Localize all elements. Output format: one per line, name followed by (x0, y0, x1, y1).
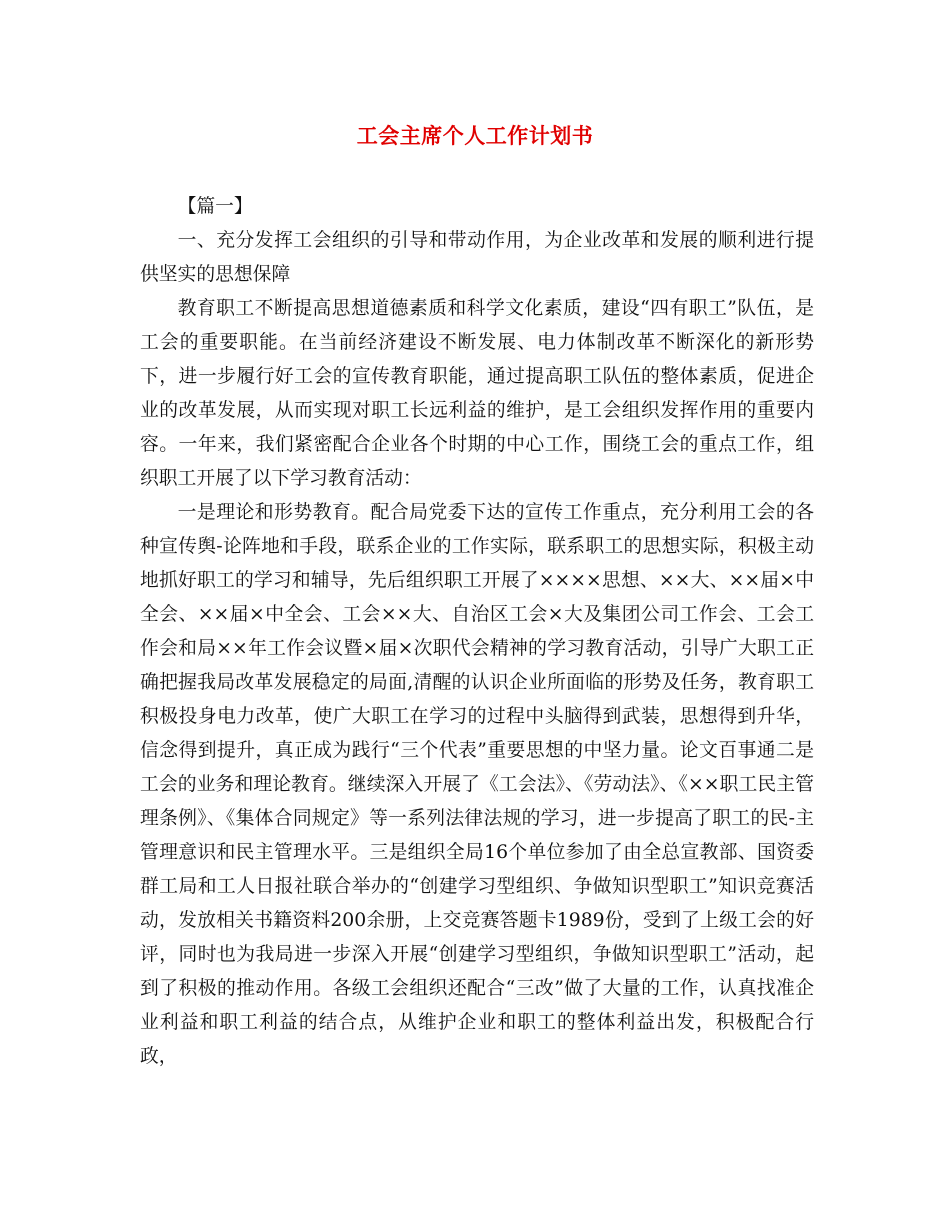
paragraph-1: 一、充分发挥工会组织的引导和带动作用，为企业改革和发展的顺利进行提供坚实的思想保障 (140, 230, 814, 285)
document-body (140, 190, 814, 1074)
paragraph-2: 教育职工不断提高思想道德素质和科学文化素质，建设“四有职工”队伍，是工会的重要职能。在当前经济建设不断发展、电力体制改革不断深化的新形势下，进一步履行好工会的宣传教育职能，通过提高职工队伍的整体素质，促进企业的改革发展，从而实现对职工长远利益的维护，是工会组织发挥作用的重要内容。一年来，我们紧密配合企业各个时期的中心工作，围绕工会的重点工作，组织职工开展了以下学习教育活动： (140, 298, 814, 489)
document-title: 工会主席个人工作计划书 (356, 124, 594, 148)
paragraph-3: 一是理论和形势教育。配合局党委下达的宣传工作重点，充分利用工会的各种宣传舆-论阵地和手段，联系企业的工作实际，联系职工的思想实际，积极主动地抓好职工的学习和辅导，先后组织职工开展了××××思想、××大、××届×中全会、××届×中全会、工会××大、自治区工会×大及集团公司工作会、工会工作会和局××年工作会议暨×届×次职代会精神的学习教育活动，引导广大职工正确把握我局改革发展稳定的局面,清醒的认识企业所面临的形势及任务，教育职工积极投身电力改革，使广大职工在学习的过程中头脑得到武装，思想得到升华，信念得到提升，真正成为践行“三个代表”重要思想的中坚力量。论文百事通二是工会的业务和理论教育。继续深入开展了《工会法》、《劳动法》、《××职工民主管理条例》、《集体合同规定》等一系列法律法规的学习，进一步提高了职工的民-主管理意识和民主管理水平。三是组织全局16个单位参加了由全总宣教部、国资委群工局和工人日报社联合举办的“创建学习型组织、争做知识型职工”知识竞赛活动，发放相关书籍资料200余册，上交竞赛答题卡1989份，受到了上级工会的好评，同时也为我局进一步深入开展“创建学习型组织，争做知识型职工”活动，起到了积极的推动作用。各级工会组织还配合“三改”做了大量的工作，认真找准企业利益和职工利益的结合点，从维护企业和职工的整体利益出发，积极配合行政， (140, 502, 814, 1067)
section-heading: 【篇一】 (177, 196, 253, 217)
